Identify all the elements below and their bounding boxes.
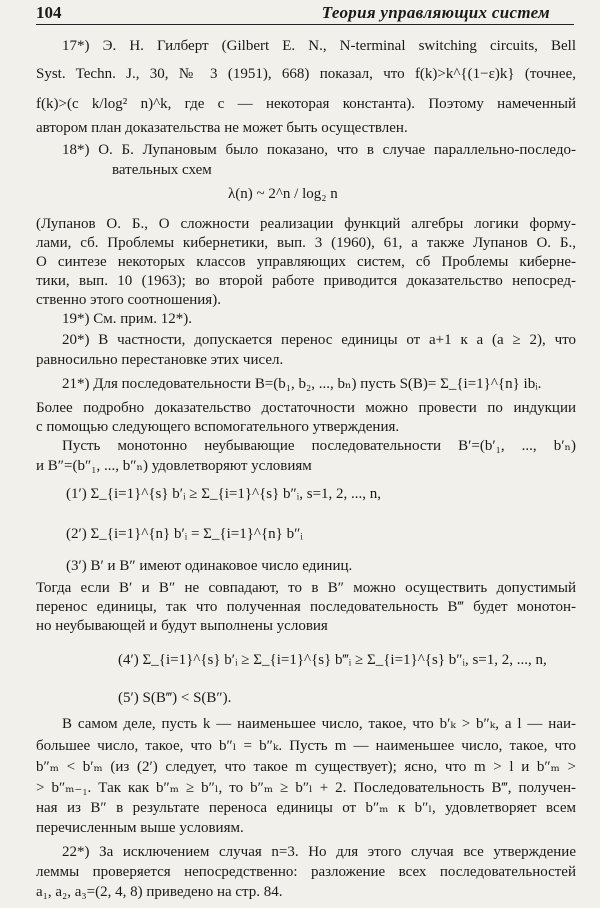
note-20-line-1: 20*) В частности, допускается перенос единицы от a+1 к a (a ≥ 2), что [62,332,576,348]
note-21-line-8: но неубывающей и будут выполнены условия [36,618,328,634]
condition-5: (5′) S(B‴) < S(B″). [118,690,232,706]
note-17-line-4: автором план доказательства не может быть осуществлен. [36,120,408,136]
note-19-line-1: 19*) См. прим. 12*). [62,311,193,327]
formula-lambda: λ(n) ~ 2^n / log₂ n [228,186,338,202]
note-18-line-5: О синтезе некоторых классов управляющих систем, сб Проблемы киберне- [36,254,576,270]
page-number: 104 [36,3,62,22]
note-18-line-3: (Лупанов О. Б., О сложности реализации функций алгебры логики форму- [36,216,576,232]
note-21-line-1: 21*) Для последовательности B=(b₁, b₂, ..., bₙ) пусть S(B)= Σ_{i=1}^{n} ibᵢ. [62,376,542,392]
note-18-line-1: 18*) О. Б. Лупановым было показано, что в случае параллельно-последо- [62,142,576,158]
note-21-line-2: Более подробно доказательство достаточности можно провести по индукции [36,400,576,416]
note-21-line-10: большее число, такое, что b″ₗ = b″ₖ. Пусть m — наименьшее число, такое, что [36,738,576,754]
note-21-line-7: перенос единицы, так что полученная последовательность B‴ будет монотон- [36,599,576,615]
note-21-line-4: Пусть монотонно неубывающие последовательности B′=(b′₁, ..., b′ₙ) [62,438,576,454]
note-21-line-11: b″ₘ < b′ₘ (из (2′) следует, что такое m существует); ясно, что m > l и b″ₘ > [36,759,576,775]
note-18-line-2: вательных схем [112,162,212,178]
condition-2: (2′) Σ_{i=1}^{n} b′ᵢ = Σ_{i=1}^{n} b″ᵢ [66,526,303,542]
note-22-line-2: леммы проверяется непосредственно: разложение всех последовательностей [36,864,576,880]
note-21-line-12: > b″ₘ₋₁. Так как b″ₘ ≥ b″ₗ, то b″ₘ ≥ b″ₗ + 2. Последовательность B‴, получен- [36,780,576,796]
note-21-line-5: и B″=(b″₁, ..., b″ₙ) удовлетворяют условиям [36,458,312,474]
note-22-line-1: 22*) За исключением случая n=3. Но для этого случая все утверждение [62,844,576,860]
running-title: Теория управляющих систем [321,3,550,22]
running-header [36,2,574,25]
note-21-line-9: В самом деле, пусть k — наименьшее число, такое, что b′ₖ > b″ₖ, а l — наи- [62,716,576,732]
note-21-line-3: с помощью следующего вспомогательного утверждения. [36,419,400,435]
note-18-line-7: ственно этого соотношения). [36,292,221,308]
note-18-line-6: тики, вып. 10 (1963); во второй работе приводится доказательство непосред- [36,273,576,289]
note-17-line-1: 17*) Э. Н. Гилберт (Gilbert E. N., N-terminal switching circuits, Bell [62,38,576,54]
note-21-line-6: Тогда если B′ и B″ не совпадают, то в B″ можно осуществить допустимый [36,580,576,596]
condition-1: (1′) Σ_{i=1}^{s} b′ᵢ ≥ Σ_{i=1}^{s} b″ᵢ, s=1, 2, ..., n, [66,486,382,502]
note-20-line-2: равносильно перестановке этих чисел. [36,352,284,368]
note-17-line-2: Syst. Techn. J., 30, № 3 (1951), 668) показал, что f(k)>k^{(1−ε)k} (точнее, [36,66,576,82]
condition-3: (3′) B′ и B″ имеют одинаковое число единиц. [66,558,353,574]
condition-4: (4′) Σ_{i=1}^{s} b′ᵢ ≥ Σ_{i=1}^{s} b‴ᵢ ≥ Σ_{i=1}^{s} b″ᵢ, s=1, 2, ..., n, [118,652,547,668]
note-21-line-14: перечисленным выше условиям. [36,820,244,836]
note-22-line-3: a₁, a₂, a₃=(2, 4, 8) приведено на стр. 84. [36,884,283,900]
note-17-line-3: f(k)>(c k/log² n)^k, где c — некоторая константа). Поэтому намеченный [36,96,576,112]
note-18-line-4: лами, сб. Проблемы кибернетики, вып. 3 (1960), 61, а также Лупанов О. Б., [36,235,576,251]
note-21-line-13: ная из B″ в результате переноса единицы от b″ₘ к b″ₗ, удовлетворяет всем [36,800,576,816]
